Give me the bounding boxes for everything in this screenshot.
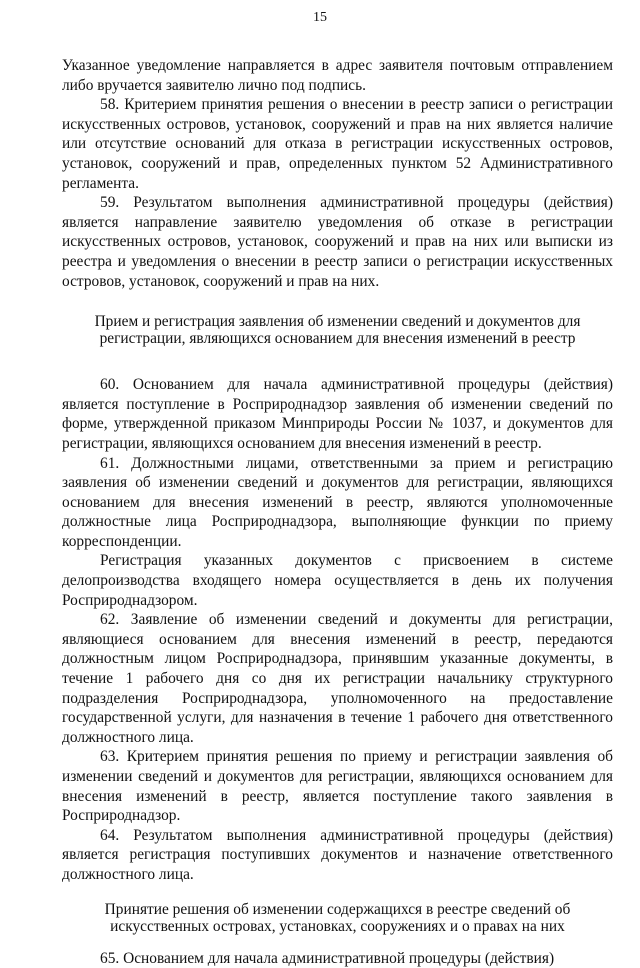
paragraph-60: 60. Основанием для начала административной процедуры (действия) является поступление в Росприроднадзор заявления об изменении сведений по форме, утвержденной приказом Минприроды России № 1037, и документов для регистрации, являющихся основанием для внесения изменений в реестр. [62, 376, 613, 452]
paragraph-62: 62. Заявление об изменении сведений и документы для регистрации, являющиеся основанием для внесения изменений в реестр, передаются должностным лицом Росприроднадзора, принявшим указанные документы, в течение 1 рабочего дня со дня их регистрации начальнику структурного подразделения Росприроднадзора, уполномоченного на предоставление государственной услуги, для назначения в течение 1 рабочего дня ответственного должностного лица. [62, 611, 613, 746]
paragraph-61: 61. Должностными лицами, ответственными за прием и регистрацию заявления об изменении сведений и документов для регистрации, являющихся основанием для внесения изменений в реестр, являются уполномоченные должностные лица Росприроднадзора, выполняющие функции по приему корреспонденции. [62, 454, 613, 550]
paragraph-59: 59. Результатом выполнения административной процедуры (действия) является направление заявителю уведомления об отказе в регистрации искусственных островов, установок, сооружений и прав на них или выписки из реестра и уведомления о внесении в реестр записи о регистрации искусственных островов, установок, сооружений и прав на них. [62, 194, 613, 290]
paragraph-65: 65. Основанием для начала административной процедуры (действия) [100, 949, 555, 967]
paragraph-64: 64. Результатом выполнения административной процедуры (действия) является регистрация поступивших документов и назначение ответственного должностного лица. [62, 826, 613, 883]
section-heading-decision: Принятие решения об изменении содержащихся в реестре сведений об искусственных островах, установках, сооружениях и о правах на них [104, 900, 571, 935]
paragraph-63: 63. Критерием принятия решения по приему и регистрации заявления об изменении сведений и документов для регистрации, являющихся основанием для внесения изменений в реестр, является поступление такого заявления в Росприроднадзор. [62, 748, 613, 825]
page-number: 15 [313, 10, 327, 25]
page-content [62, 56, 613, 968]
paragraph-continuation: Указанное уведомление направляется в адрес заявителя почтовым отправлением либо вручается заявителю лично под подпись. [62, 57, 613, 94]
section-heading-registration: Прием и регистрация заявления об изменении сведений и документов для регистрации, являющихся основанием для внесения изменений в реестр [94, 313, 581, 348]
paragraph-58: 58. Критерием принятия решения о внесении в реестр записи о регистрации искусственных островов, установок, сооружений и прав на них является наличие или отсутствие оснований для отказа в регистрации искусственных островов, установок, сооружений и прав, определенных пунктом 52 Административного регламента. [62, 96, 613, 192]
paragraph-61-registration: Регистрация указанных документов с присвоением в системе делопроизводства входящего номера осуществляется в день их получения Росприроднадзором. [62, 552, 613, 609]
